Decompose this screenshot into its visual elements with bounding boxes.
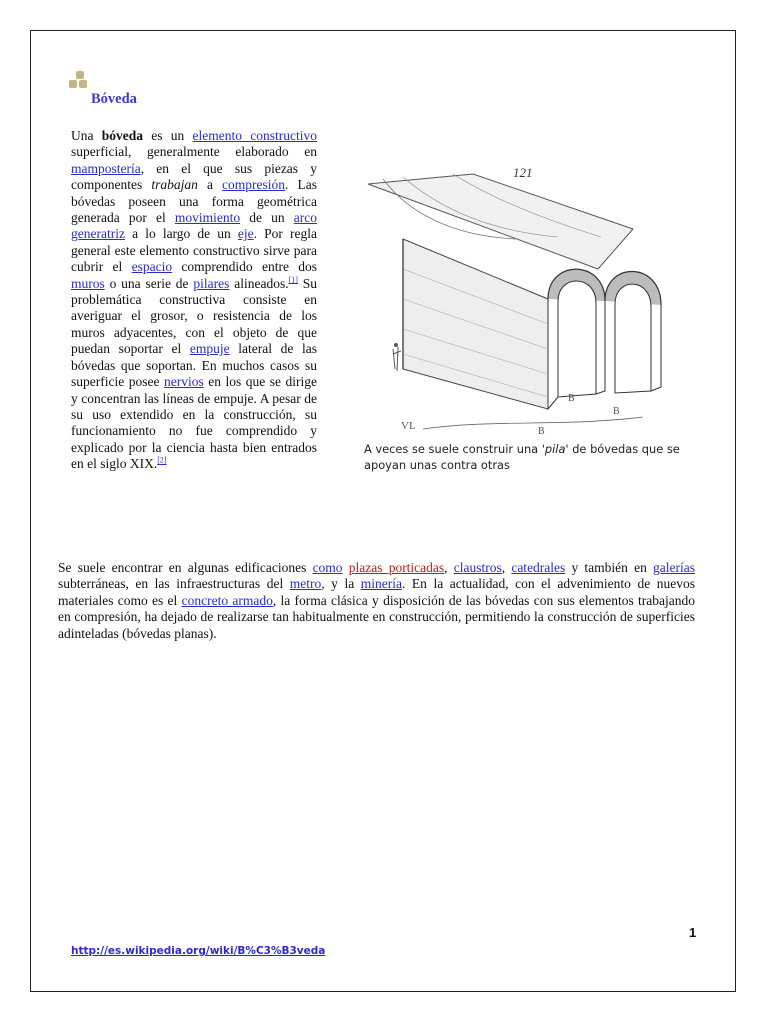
citation bbox=[157, 456, 166, 465]
figure-mark-b2: B bbox=[568, 393, 575, 404]
bold-term: bóveda bbox=[101, 128, 144, 143]
citation-link[interactable]: [2] bbox=[157, 455, 167, 465]
wiki-link[interactable]: galerías bbox=[653, 560, 696, 575]
text-run: y también en bbox=[565, 560, 654, 575]
text-run: , la forma clásica y disposición de las bóvedas con sus elementos trabajando en compresión, ha dejado de realizarse tan habitualmente en construcción, permitiendo la construcción de superficies adinteladas (bóvedas planas). bbox=[58, 592, 696, 641]
source-url-link[interactable]: http://es.wikipedia.org/wiki/B%C3%B3veda bbox=[71, 945, 326, 957]
text-run: A veces se suele construir una ' bbox=[364, 442, 545, 456]
wiki-link[interactable]: compresión bbox=[222, 177, 286, 193]
page-number: 1 bbox=[689, 925, 697, 940]
italic-term: pila bbox=[544, 442, 566, 456]
text-run: , en el que sus piezas y componentes bbox=[71, 160, 317, 193]
text-run: subterráneas, en las infraestructuras del bbox=[58, 576, 290, 592]
text-run: comprendido entre dos bbox=[172, 259, 317, 275]
italic-term: trabajan bbox=[151, 177, 198, 193]
figure-label: 121 bbox=[513, 165, 533, 180]
wiki-link[interactable]: elemento constructivo bbox=[192, 128, 317, 143]
wiki-link[interactable]: espacio bbox=[131, 259, 173, 275]
figure-mark-b1: B bbox=[538, 426, 545, 437]
text-run: a lo largo de un bbox=[124, 226, 238, 242]
wiki-link[interactable]: arco bbox=[293, 210, 317, 226]
text-run: . Por regla general este elemento constructivo sirve para cubrir el bbox=[71, 226, 317, 275]
text-run: Una bbox=[71, 128, 102, 143]
text-run: lateral de las bóvedas que soportan. En muchos casos su superficie posee bbox=[71, 341, 317, 390]
citation-link[interactable]: [1] bbox=[288, 275, 298, 285]
text-run: superficial, generalmente elaborado en bbox=[71, 144, 317, 160]
text-run: en los que se dirige y concentran las líneas de empuje. A pesar de su uso extendido en la construcción, su funcionamiento no fue comprendido y explicado por la ciencia hasta bien entrados en el siglo XIX. bbox=[71, 374, 317, 472]
second-paragraph bbox=[58, 560, 695, 642]
wiki-link[interactable]: catedrales bbox=[511, 560, 566, 575]
wiki-link[interactable]: metro bbox=[289, 576, 322, 592]
wiki-link[interactable]: minería bbox=[360, 576, 402, 592]
wiki-link[interactable]: pilares bbox=[193, 275, 230, 291]
text-run: . Las bóvedas poseen una forma geométrica generada por el bbox=[71, 177, 317, 226]
text-run: . En la actualidad, con el advenimiento de nuevos materiales como es el bbox=[58, 576, 695, 608]
text-run: a bbox=[197, 177, 223, 193]
wiki-link[interactable]: mampostería bbox=[71, 160, 141, 176]
wiki-link[interactable]: eje bbox=[237, 226, 254, 242]
citation bbox=[289, 275, 298, 284]
wiki-link[interactable]: generatriz bbox=[71, 226, 125, 242]
wiki-link[interactable]: nervios bbox=[163, 374, 204, 390]
wiki-link[interactable]: empuje bbox=[189, 341, 230, 357]
text-run: , y la bbox=[321, 576, 361, 592]
text-run: o una serie de bbox=[104, 275, 194, 291]
vault-illustration bbox=[343, 159, 703, 437]
text-run: alineados. bbox=[229, 275, 289, 291]
wiki-link[interactable]: claustros bbox=[453, 560, 502, 575]
document-page bbox=[30, 30, 736, 992]
wiki-link[interactable]: plazas porticadas bbox=[348, 560, 445, 575]
text-run: ' de bóvedas que se apoyan unas contra otras bbox=[364, 442, 680, 472]
text-run: , bbox=[444, 560, 454, 575]
text-run: de un bbox=[240, 210, 294, 226]
wiki-link[interactable]: muros bbox=[71, 275, 105, 291]
wiki-link[interactable]: concreto armado bbox=[181, 592, 273, 608]
text-run: , bbox=[501, 560, 512, 575]
wiki-link[interactable]: como bbox=[312, 560, 343, 575]
intro-paragraph bbox=[71, 128, 317, 473]
wiki-link[interactable]: movimiento bbox=[174, 210, 241, 226]
figure-mark-b3: B bbox=[613, 406, 620, 417]
text-run: Se suele encontrar en algunas edificaciones bbox=[58, 560, 313, 575]
logo-icon bbox=[69, 71, 91, 93]
text-run: Su problemática constructiva consiste en averiguar el grosor, o resistencia de los muros adyacentes, con el objeto de que puedan soportar el bbox=[71, 275, 318, 357]
figure-caption bbox=[364, 441, 694, 473]
page-title: Bóveda bbox=[91, 91, 137, 107]
figure-mark-vl: VL bbox=[401, 420, 416, 432]
text-run: es un bbox=[143, 128, 193, 143]
